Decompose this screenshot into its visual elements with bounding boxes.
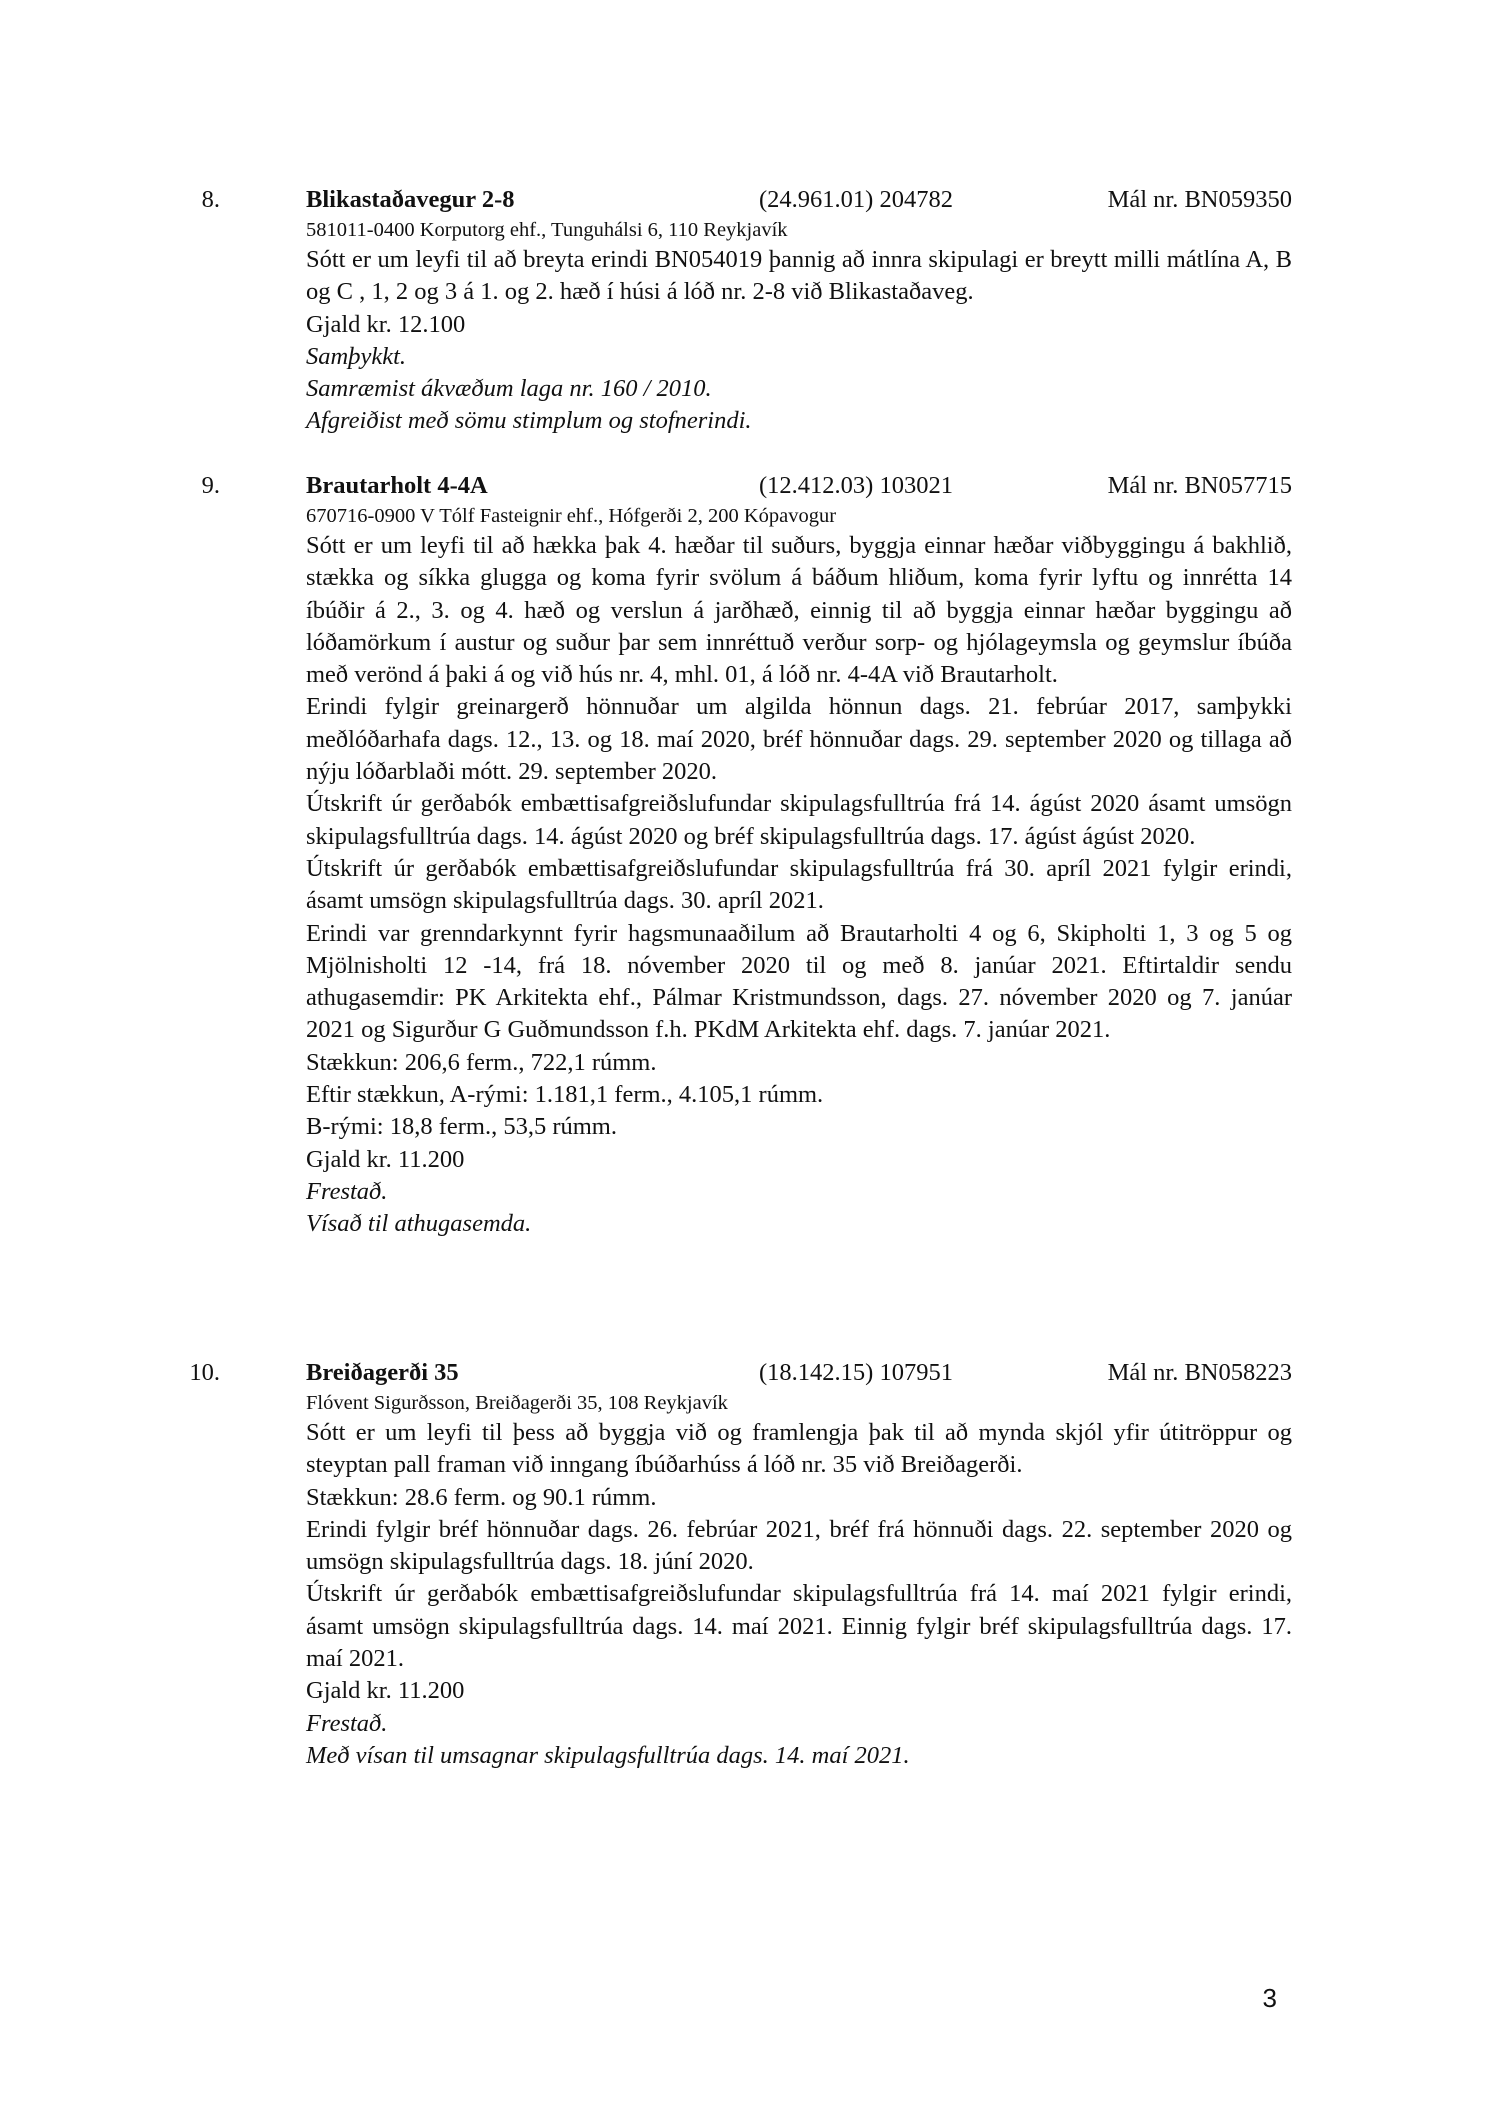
entry-header [189, 1356, 1292, 1390]
entry-header [201, 469, 1292, 503]
decision-line: Frestað. [306, 1709, 388, 1737]
case-number: Mál nr. BN057715 [1107, 472, 1292, 499]
decision-line: Samþykkt. [306, 342, 406, 370]
description-paragraph: Erindi fylgir bréf hönnuðar dags. 26. febrúar 2021, bréf frá hönnuði dags. 22. september 2020 og umsögn skipulagsfulltrúa dags. 18. júní 2020. [306, 1515, 1292, 1576]
area-line: B-rými: 18,8 ferm., 53,5 rúmm. [306, 1113, 617, 1141]
description-paragraph: Útskrift úr gerðabók embættisafgreiðslufundar skipulagsfulltrúa frá 14. ágúst 2020 ásamt umsögn skipulagsfulltrúa dags. 14. ágúst 2020 og bréf skipulagsfulltrúa dags. 17. ágúst ágúst 2020. [306, 790, 1292, 850]
description-paragraph: Útskrift úr gerðabók embættisafgreiðslufundar skipulagsfulltrúa frá 14. maí 2021 fylgir erindi, ásamt umsögn skipulagsfulltrúa dags. 14. maí 2021. Einnig fylgir bréf skipulagsfulltrúa dags. 17. maí 2021. [306, 1580, 1292, 1673]
decision-line: Afgreiðist með sömu stimplum og stofnerindi. [306, 407, 752, 435]
description-paragraph: Sótt er um leyfi til þess að byggja við og framlengja þak til að mynda skjól yfir útitröppur og steyptan pall framan við inngang íbúðarhúss á lóð nr. 35 við Breiðagerði. [306, 1419, 1292, 1479]
entry-body [306, 530, 1292, 1241]
decision-line: Með vísan til umsagnar skipulagsfulltrúa dags. 14. maí 2021. [306, 1741, 910, 1769]
decision-line: Vísað til athugasemda. [306, 1210, 532, 1238]
description-paragraph: Erindi fylgir greinargerð hönnuðar um algilda hönnun dags. 21. febrúar 2017, samþykki meðlóðarhafa dags. 12., 13. og 18. maí 2020, bréf hönnuðar dags. 29. september 2020 og tillaga að nýju lóðarblaði mótt. 29. september 2020. [306, 693, 1292, 786]
description-paragraph: Sótt er um leyfi til að hækka þak 4. hæðar til suðurs, byggja einnar hæðar viðbyggingu á bakhlið, stækka og síkka glugga og koma fyrir svölum á báðum hliðum, koma fyrir lyftu og innrétta 14 íbúðir á 2., 3. og 4. hæð og verslun á jarðhæð, einnig til að byggja einnar hæðar byggingu að lóðamörkum í austur og suður þar sem innréttuð verður sorp- og hjólageymsla og geymslur íbúða með verönd á þaki á og við hús nr. 4, mhl. 01, á lóð nr. 4-4A við Brautarholt. [306, 532, 1292, 689]
property-title: Brautarholt 4-4A [306, 472, 488, 499]
case-number: Mál nr. BN058223 [1107, 1359, 1292, 1386]
entry-number: 9. [201, 472, 220, 499]
entry-header [201, 183, 1292, 217]
description-paragraph: Útskrift úr gerðabók embættisafgreiðslufundar skipulagsfulltrúa frá 30. apríl 2021 fylgir erindi, ásamt umsögn skipulagsfulltrúa dags. 30. apríl 2021. [306, 854, 1292, 915]
property-title: Breiðagerði 35 [306, 1359, 459, 1386]
decision-line: Frestað. [306, 1177, 388, 1205]
decision-line: Samræmist ákvæðum laga nr. 160 / 2010. [306, 375, 712, 403]
description-paragraph: Erindi var grenndarkynnt fyrir hagsmunaaðilum að Brautarholti 4 og 6, Skipholti 1, 3 og 5 og Mjölnisholti 12 -14, frá 18. nóvember 2020 til og með 8. janúar 2021. Eftirtaldir sendu athugasemdir: PK Arkitekta ehf., Pálmar Kristmundsson, dags. 27. nóvember 2020 og 7. janúar 2021 og Sigurður G Guðmundsson f.h. PKdM Arkitekta ehf. dags. 7. janúar 2021. [306, 919, 1292, 1044]
entry-body [306, 1417, 1292, 1772]
applicant: 581011-0400 Korputorg ehf., Tunguhálsi 6, 110 Reykjavík [306, 219, 788, 241]
area-line: Stækkun: 28.6 ferm. og 90.1 rúmm. [306, 1483, 657, 1511]
applicant: 670716-0900 V Tólf Fasteignir ehf., Hófgerði 2, 200 Kópavogur [306, 505, 837, 527]
entry-number: 8. [201, 186, 220, 213]
fee-line: Gjald kr. 12.100 [306, 310, 466, 338]
property-title: Blikastaðavegur 2-8 [306, 186, 515, 213]
case-entry-9 [201, 469, 1292, 1241]
property-reference: (24.961.01) 204782 [759, 186, 953, 213]
entry-body [306, 244, 1292, 438]
area-line: Stækkun: 206,6 ferm., 722,1 rúmm. [306, 1048, 657, 1076]
fee-line: Gjald kr. 11.200 [306, 1677, 465, 1705]
property-reference: (12.412.03) 103021 [759, 472, 953, 499]
applicant: Flóvent Sigurðsson, Breiðagerði 35, 108 Reykjavík [306, 1392, 728, 1414]
area-line: Eftir stækkun, A-rými: 1.181,1 ferm., 4.105,1 rúmm. [306, 1081, 824, 1109]
page-number: 3 [1262, 1983, 1277, 2013]
case-number: Mál nr. BN059350 [1107, 186, 1292, 213]
entry-number: 10. [189, 1359, 220, 1386]
case-entry-10 [189, 1356, 1292, 1772]
case-entry-8 [201, 183, 1292, 438]
property-reference: (18.142.15) 107951 [759, 1359, 953, 1386]
description-paragraph: Sótt er um leyfi til að breyta erindi BN054019 þannig að innra skipulagi er breytt milli mátlína A, B og C , 1, 2 og 3 á 1. og 2. hæð í húsi á lóð nr. 2-8 við Blikastaðaveg. [306, 246, 1292, 306]
fee-line: Gjald kr. 11.200 [306, 1145, 465, 1173]
